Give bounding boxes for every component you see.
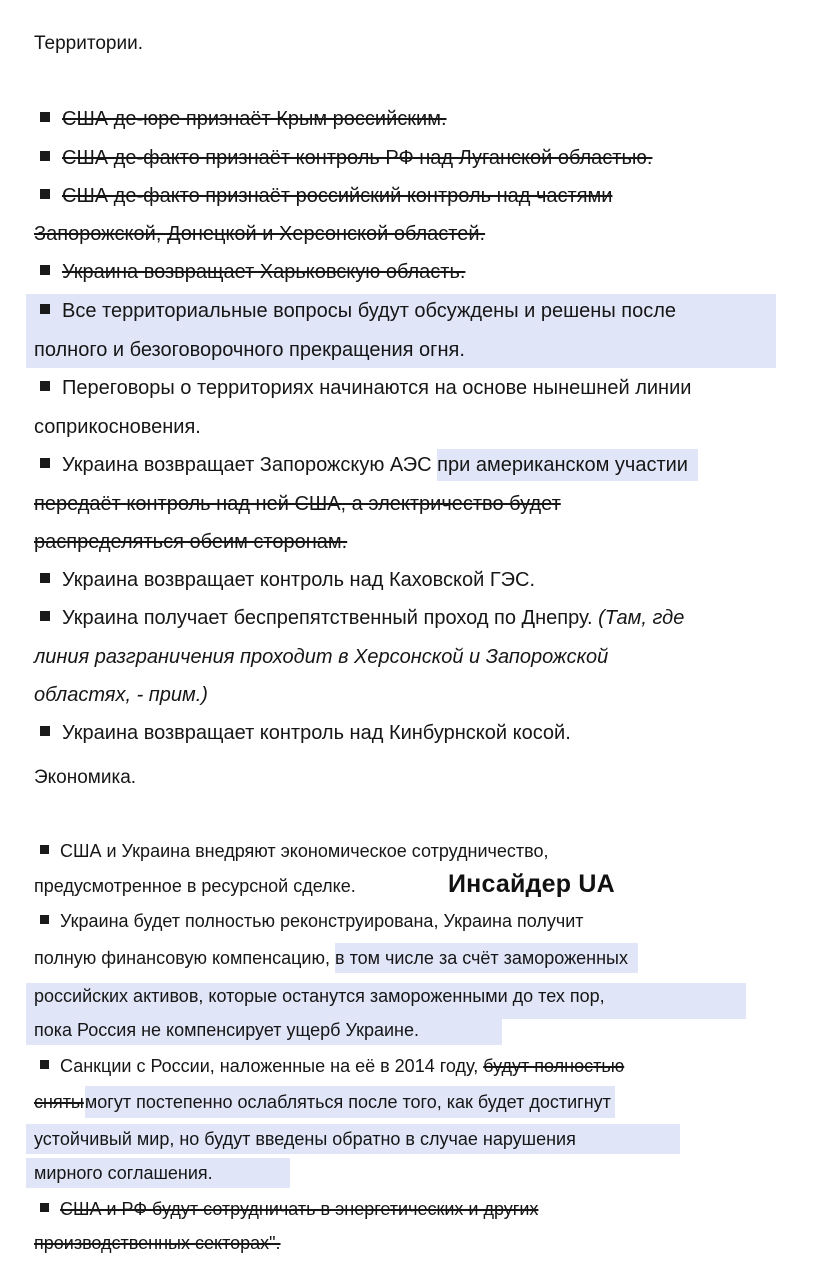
item-text: Все территориальные вопросы будут обсуждены и решены после [62, 300, 677, 322]
square-bullet-icon [40, 726, 50, 736]
item-text: Переговоры о территориях начинаются на основе нынешней линии [62, 377, 692, 399]
heading-economy: Экономика. [34, 767, 137, 788]
item-text: США де-факто признаёт российский контроль над частями [62, 185, 613, 207]
square-bullet-icon [40, 458, 50, 468]
watermark-label: Инсайдер UA [448, 870, 615, 898]
square-bullet-icon [40, 151, 50, 161]
highlighted-text: мирного соглашения. [34, 1163, 213, 1183]
item-text: США и Украина внедряют экономическое сотрудничество, [60, 841, 549, 861]
square-bullet-icon [40, 304, 50, 314]
list-item [40, 298, 676, 324]
list-item [40, 375, 691, 401]
highlighted-text: пока Россия не компенсирует ущерб Украине. [34, 1020, 419, 1040]
list-item-continuation [34, 1018, 419, 1042]
item-text: соприкосновения. [34, 416, 201, 438]
list-item [40, 720, 571, 746]
square-bullet-icon [40, 1203, 49, 1212]
heading-territories: Территории. [34, 33, 143, 54]
list-item [40, 567, 535, 593]
highlighted-text: при американском участии [437, 449, 698, 481]
item-text: Украина будет полностью реконструирована, Украина получит [60, 911, 584, 931]
item-text: распределяться обеим сторонам. [34, 531, 348, 553]
highlighted-text: могут постепенно ослабляться после того, как будет достигнут [85, 1086, 615, 1118]
item-text: предусмотренное в ресурсной сделке. [34, 876, 356, 896]
list-item [40, 106, 447, 132]
item-text: полную финансовую компенсацию, [34, 948, 330, 968]
list-item-continuation [34, 1127, 576, 1151]
square-bullet-icon [40, 1060, 49, 1069]
item-text: Запорожской, Донецкой и Херсонской областей. [34, 223, 486, 245]
list-item [40, 145, 652, 171]
list-item [40, 1054, 624, 1078]
list-item-continuation [34, 414, 201, 440]
item-text: Украина возвращает Харьковскую область. [62, 261, 466, 283]
square-bullet-icon [40, 189, 50, 199]
item-text: передаёт контроль над ней США, а электричество будет [34, 493, 561, 515]
item-text: США де-факто признаёт контроль РФ над Луганской областью. [62, 147, 653, 169]
struck-text: США и РФ будут сотрудничать в энергетических и других [60, 1199, 539, 1219]
square-bullet-icon [40, 112, 50, 122]
list-item-continuation [34, 221, 485, 247]
list-item [40, 452, 698, 478]
list-item-continuation [34, 529, 347, 555]
item-text: Украина возвращает Запорожскую АЭС [62, 454, 432, 476]
item-text: полного и безоговорочного прекращения огня. [34, 339, 465, 361]
list-item-continuation [34, 1090, 615, 1114]
item-text: Санкции с России, наложенные на её в 2014 году, [60, 1056, 479, 1076]
square-bullet-icon [40, 845, 49, 854]
item-text: Украина возвращает контроль над Кинбурнской косой. [62, 722, 571, 744]
list-item [40, 909, 584, 933]
square-bullet-icon [40, 915, 49, 924]
struck-text: производственных секторах". [34, 1233, 281, 1253]
square-bullet-icon [40, 573, 50, 583]
list-item [40, 605, 684, 631]
struck-text: сняты [34, 1092, 84, 1112]
highlighted-text: российских активов, которые останутся замороженными до тех пор, [34, 986, 605, 1006]
square-bullet-icon [40, 381, 50, 391]
list-item-continuation [34, 644, 608, 670]
list-item [40, 259, 465, 285]
list-item-continuation [34, 682, 208, 708]
square-bullet-icon [40, 611, 50, 621]
note-text: (Там, где [598, 607, 685, 629]
note-text: линия разграничения проходит в Херсонской и Запорожской [34, 646, 609, 668]
list-item-continuation [34, 946, 638, 970]
list-item [40, 183, 612, 209]
highlighted-text: устойчивый мир, но будут введены обратно в случае нарушения [34, 1129, 576, 1149]
list-item-continuation [34, 337, 465, 363]
item-text: США де-юре признаёт Крым российским. [62, 108, 447, 130]
item-text: Украина возвращает контроль над Каховской ГЭС. [62, 569, 536, 591]
list-item-continuation [34, 1161, 213, 1185]
note-text: областях, - прим.) [34, 684, 208, 706]
list-item-continuation [34, 1231, 281, 1255]
highlighted-text: в том числе за счёт замороженных [335, 943, 638, 973]
list-item [40, 839, 549, 863]
list-item-continuation [34, 984, 605, 1008]
square-bullet-icon [40, 265, 50, 275]
item-text: Украина получает беспрепятственный проход по Днепру. [62, 607, 593, 629]
struck-text: будут полностью [483, 1056, 625, 1076]
list-item-continuation [34, 874, 356, 898]
list-item-continuation [34, 491, 561, 517]
list-item [40, 1197, 538, 1221]
